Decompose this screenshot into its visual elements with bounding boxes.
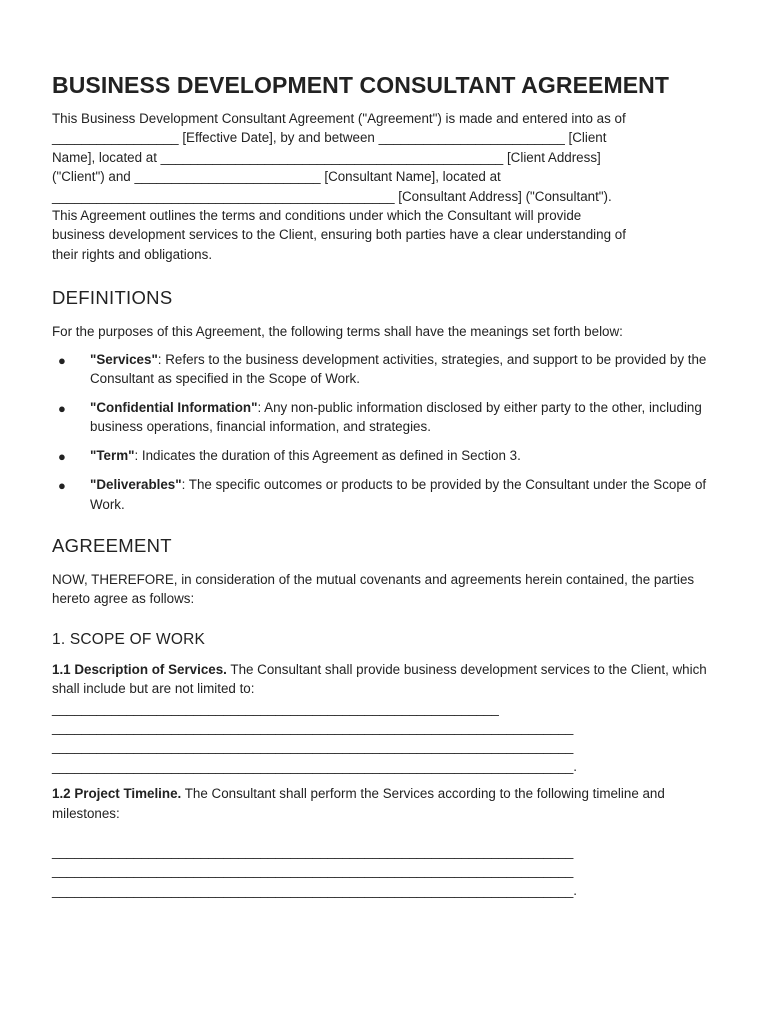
agreement-heading: AGREEMENT (52, 535, 172, 556)
timeline-text: The Consultant shall perform the Services according to the following timeline and milestones: (52, 786, 665, 821)
description-blanks (52, 699, 722, 777)
intro-line: This Business Development Consultant Agreement ("Agreement") is made and entered into as of (52, 111, 626, 126)
timeline-paragraph (52, 784, 722, 823)
definition-text: : Indicates the duration of this Agreement as defined in Section 3. (134, 448, 521, 464)
intro-line: _________________ [Effective Date], by and between _________________________ [Client (52, 130, 607, 146)
blank-line: ____________________________________________________________ (52, 700, 499, 716)
blank-line: ______________________________________________________________________ (52, 863, 574, 879)
definition-item (52, 446, 722, 465)
bullet-icon: ● (58, 352, 66, 368)
agreement-text: NOW, THEREFORE, in consideration of the mutual covenants and agreements herein contained, the parties hereto agree as follows: (52, 572, 695, 607)
intro-line: ______________________________________________ [Consultant Address] ("Consultant"). (52, 188, 612, 204)
description-paragraph (52, 660, 722, 699)
description-text: The Consultant shall provide business development services to the Client, which shall include but are not limited to: (52, 661, 707, 697)
blank-line: ______________________________________________________________________ (52, 739, 574, 755)
timeline-blanks (52, 842, 722, 900)
timeline-label: 1.2 Project Timeline. (52, 786, 182, 802)
document-page (52, 68, 722, 900)
description-label: 1.1 Description of Services. (52, 661, 227, 677)
definition-term: "Confidential Information" (90, 399, 258, 415)
definition-term: "Deliverables" (90, 477, 182, 493)
intro-line: business development services to the Client, ensuring both parties have a clear understanding of (52, 227, 626, 243)
definition-text: : The specific outcomes or products to be provided by the Consultant under the Scope of Work. (90, 477, 707, 512)
blank-line: ______________________________________________________________________ (52, 720, 574, 736)
intro-line: This Agreement outlines the terms and conditions under which the Consultant will provide (52, 208, 582, 224)
bullet-icon: ● (58, 449, 66, 465)
intro-line: their rights and obligations. (52, 246, 213, 262)
definition-text: : Any non-public information disclosed by either party to the other, including business operations, financial information, and strategies. (90, 399, 702, 435)
definitions-list (52, 350, 722, 514)
blank-line: ______________________________________________________________________ (52, 844, 574, 859)
definitions-heading: DEFINITIONS (52, 287, 173, 309)
definition-item (52, 350, 722, 389)
document-title: BUSINESS DEVELOPMENT CONSULTANT AGREEMENT (52, 72, 670, 98)
intro-paragraph (52, 109, 722, 264)
intro-line: ("Client") and _________________________ [Consultant Name], located at (52, 169, 501, 185)
definitions-lead: For the purposes of this Agreement, the following terms shall have the meanings set forth below: (52, 324, 623, 340)
blank-line: ______________________________________________________________________. (52, 882, 578, 898)
bullet-icon: ● (58, 478, 66, 494)
definition-term: "Term" (90, 448, 135, 464)
scope-heading: 1. SCOPE OF WORK (52, 630, 206, 648)
definition-item (52, 475, 722, 514)
blank-line: ______________________________________________________________________. (52, 758, 578, 774)
intro-line: Name], located at ______________________________________________ [Client Address] (52, 149, 601, 165)
bullet-icon: ● (58, 400, 66, 416)
definition-text: : Refers to the business development activities, strategies, and support to be provided by the Consultant as specified in the Scope of Work. (90, 351, 707, 387)
definition-item (52, 398, 722, 437)
definition-term: "Services" (90, 351, 158, 367)
